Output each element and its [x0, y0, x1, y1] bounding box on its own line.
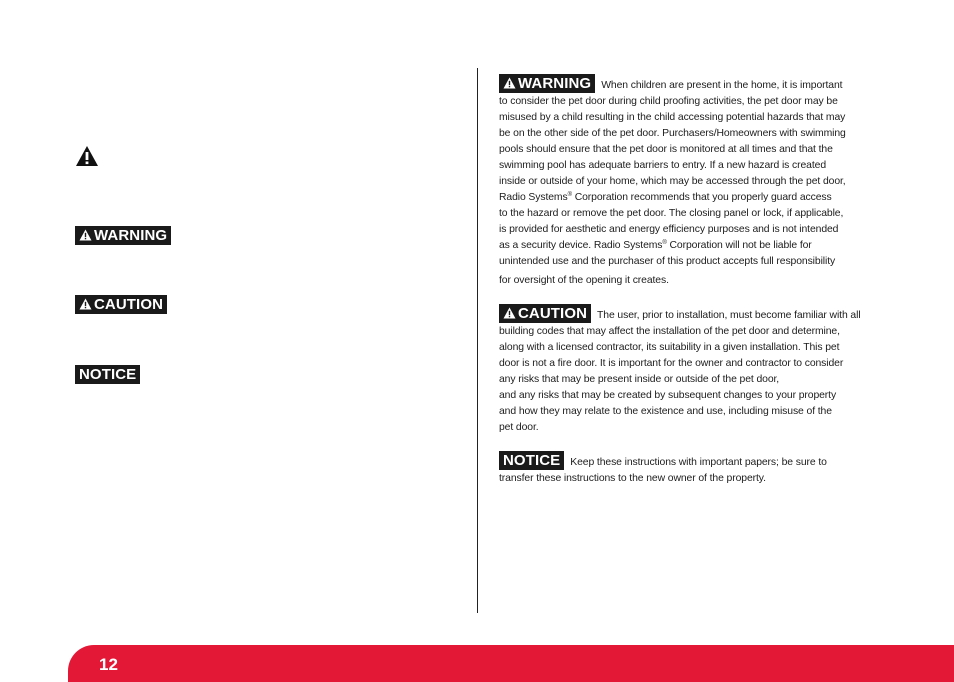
warning-paragraph	[499, 74, 891, 289]
notice-label-text: NOTICE	[503, 452, 561, 469]
warning-triangle-icon	[79, 229, 92, 241]
warning-label	[499, 74, 595, 93]
warning-triangle-icon	[75, 145, 99, 167]
paragraph-line: to the hazard or remove the pet door. The closing panel or lock, if applicable,	[499, 208, 844, 219]
notice-label	[499, 451, 564, 470]
paragraph-text: When children are present in the home, it is important	[601, 80, 843, 91]
paragraph-text: as a security device. Radio Systems	[499, 240, 663, 251]
paragraph-line: and how they may relate to the existence and use, including misuse of the	[499, 406, 832, 417]
paragraph-line: any risks that may be present inside or outside of the pet door,	[499, 374, 780, 385]
warning-label-left	[75, 226, 171, 245]
paragraph-line: be on the other side of the pet door. Purchasers/Homeowners with swimming	[499, 128, 846, 139]
notice-paragraph	[499, 451, 891, 487]
caution-label	[499, 304, 591, 323]
paragraph-line: pools should ensure that the pet door is monitored at all times and that the	[499, 144, 833, 155]
warning-label-text: WARNING	[94, 227, 168, 244]
caution-label-text: CAUTION	[518, 305, 588, 322]
caution-label-text: CAUTION	[94, 296, 164, 313]
notice-label-left	[75, 365, 140, 384]
paragraph-line	[499, 238, 891, 254]
warning-label-text: WARNING	[518, 75, 592, 92]
warning-triangle-icon	[503, 307, 516, 319]
paragraph-line	[499, 304, 891, 324]
paragraph-line: unintended use and the purchaser of this product accepts full responsibility	[499, 256, 836, 267]
paragraph-line: pet door.	[499, 422, 539, 433]
paragraph-line	[499, 451, 891, 471]
paragraph-line: door is not a fire door. It is important for the owner and contractor to consider	[499, 358, 844, 369]
paragraph-text: The user, prior to installation, must become familiar with all	[597, 310, 861, 321]
caution-label-left	[75, 295, 167, 314]
brand-text: Radio Systems	[499, 192, 568, 203]
paragraph-line: transfer these instructions to the new owner of the property.	[499, 473, 766, 484]
caution-paragraph	[499, 304, 891, 436]
warning-triangle-icon	[79, 298, 92, 310]
paragraph-line: to consider the pet door during child proofing activities, the pet door may be	[499, 96, 838, 107]
paragraph-line: building codes that may affect the installation of the pet door and determine,	[499, 326, 840, 337]
paragraph-line: along with a licensed contractor, its suitability in a given installation. This pet	[499, 342, 840, 353]
warning-triangle-icon	[503, 77, 516, 89]
registered-mark: ®	[567, 192, 572, 198]
paragraph-line: is provided for aesthetic and energy efficiency purposes and is not intended	[499, 224, 839, 235]
paragraph-line	[499, 74, 891, 94]
paragraph-text: Corporation will not be liable for	[666, 240, 812, 251]
paragraph-line: swimming pool has adequate barriers to entry. If a new hazard is created	[499, 160, 827, 171]
registered-mark: ®	[662, 240, 667, 246]
paragraph-line: for oversight of the opening it creates.	[499, 275, 669, 286]
column-divider	[477, 68, 478, 613]
paragraph-text: Corporation recommends that you properly guard access	[571, 192, 832, 203]
paragraph-line: misused by a child resulting in the child accessing potential hazards that may	[499, 112, 846, 123]
paragraph-text: Keep these instructions with important papers; be sure to	[570, 457, 827, 468]
paragraph-line: inside or outside of your home, which may be accessed through the pet door,	[499, 176, 846, 187]
paragraph-line	[499, 190, 891, 206]
paragraph-line: and any risks that may be created by subsequent changes to your property	[499, 390, 837, 401]
notice-label-text: NOTICE	[79, 366, 137, 383]
page-number: 12	[99, 655, 118, 674]
footer-bar	[68, 645, 954, 682]
